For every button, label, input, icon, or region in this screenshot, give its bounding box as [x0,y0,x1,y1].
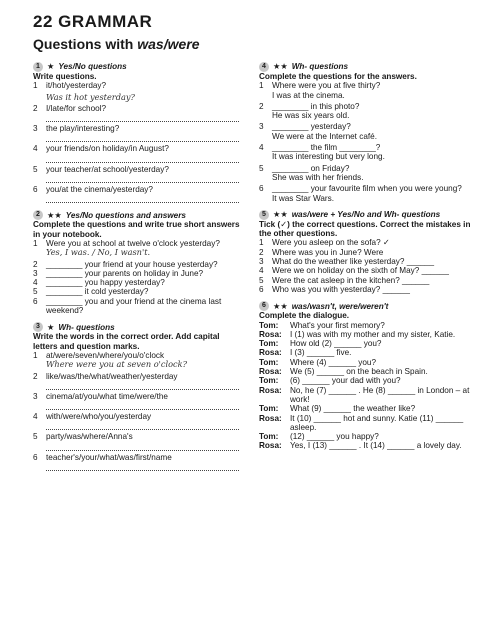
dialogue-line [259,414,477,433]
item-text: your teacher/at school/yesterday? [46,164,169,174]
exercise-title: Yes/No questions and answers [65,210,186,220]
list-item [33,392,245,401]
item-text: Were you asleep on the sofa? ✓ [272,238,390,248]
difficulty-stars: ★★ [273,62,288,72]
item-number: 2 [259,101,264,111]
line-text: (6) ______ your dad with you? [290,376,401,386]
line-text: I (1) was with my mother and my sister, Katie. [290,329,456,339]
exercise-3-heading [33,322,245,332]
difficulty-stars: ★★ [273,210,288,220]
exercise-number-badge: 6 [259,301,269,311]
item-text: What do the weather like yesterday? ______ [272,257,435,267]
dialogue-line [259,367,477,376]
list-item [259,276,477,285]
dialogue-line [259,432,477,441]
dialogue-line [259,441,477,450]
list-item [33,432,245,441]
list-item [259,238,477,247]
dialogue-line [259,358,477,367]
item-text: cinema/at/you/what time/were/the [46,391,168,401]
speaker: Rosa: [259,367,282,377]
item-number: 2 [259,247,264,257]
page-title [33,36,200,52]
difficulty-stars: ★★ [273,301,288,311]
exercise-6 [259,301,477,450]
exercise-4-heading [259,62,477,72]
item-number: 6 [259,284,264,294]
list-item [33,453,245,462]
list-item [33,165,245,174]
item-text: ________ your favourite film when you were young? [272,184,462,194]
exercise-title: Yes/No questions [58,62,127,72]
list-item [259,285,477,294]
item-number: 3 [33,391,38,401]
item-response: I was at the cinema. [272,90,345,100]
item-number: 3 [259,122,264,132]
answer-line[interactable] [46,133,239,142]
exercise-instruction: Complete the questions and write true short answers in your notebook. [33,220,240,239]
speaker: Tom: [259,404,279,414]
item-response: It was interesting but very long. [272,152,385,162]
speaker: Rosa: [259,348,282,358]
item-response: He was six years old. [272,111,350,121]
exercise-number-badge: 3 [33,322,43,332]
answer-line[interactable] [46,462,239,471]
list-item [33,287,245,296]
list-item [33,412,245,421]
list-item [33,185,245,194]
example-answer: Was it hot yesterday? [46,91,135,102]
line-text: (12) ______ you happy? [290,432,379,442]
list-item [33,269,245,278]
unit-heading [33,12,152,32]
exercise-instruction: Tick (✓) the correct questions. Correct the mistakes in the other questions. [259,219,471,239]
item-text: Where was you in June? Were [272,247,384,257]
item-text: the play/interesting? [46,124,120,134]
exercise-3 [33,322,245,471]
item-text: ________ the film ________? [272,143,381,153]
item-text: teacher's/your/what/was/first/name [46,452,172,462]
dialogue-line [259,386,477,405]
exercise-title: Wh- questions [291,62,349,72]
dialogue-line [259,321,477,330]
list-item [259,164,477,173]
left-column [33,62,245,478]
item-number: 1 [33,350,38,360]
dialogue-line [259,348,477,357]
item-text: your friends/on holiday/in August? [46,144,169,154]
item-number: 4 [259,143,264,153]
speaker: Tom: [259,357,279,367]
item-text: it/hot/yesterday? [46,81,107,91]
list-item [259,184,477,193]
item-number: 4 [33,144,38,154]
list-item [33,81,245,90]
line-text: Yes, I (13) ______ . It (14) ______ a lovely day. [290,441,462,451]
list-item [33,278,245,287]
answer-line[interactable] [46,194,239,203]
list-item [259,143,477,152]
exercise-number-badge: 4 [259,62,269,72]
exercise-instruction: Complete the dialogue. [259,311,350,321]
exercise-2-heading [33,210,245,220]
answer-line[interactable] [46,154,239,163]
dialogue-line [259,376,477,385]
item-number: 4 [259,266,264,276]
item-text: Who was you with yesterday? ______ [272,284,410,294]
exercise-title: was/wasn't, were/weren't [291,301,389,311]
item-number: 3 [259,257,264,267]
item-number: 4 [33,412,38,422]
item-text: you/at the cinema/yesterday? [46,185,153,195]
item-number: 6 [259,184,264,194]
page-title-italic: was/were [137,36,200,52]
exercise-instruction: Write the words in the correct order. Add capital letters and question marks. [33,332,220,351]
answer-line[interactable] [46,442,239,451]
item-response: She was with her friends. [272,172,364,182]
exercise-1 [33,62,245,203]
answer-line[interactable] [46,381,239,390]
difficulty-stars: ★ [47,62,55,72]
item-text: like/was/the/what/weather/yesterday [46,371,178,381]
list-item [33,372,245,381]
list-item [33,260,245,269]
list-item [33,297,245,316]
speaker: Rosa: [259,329,282,339]
exercise-title: Wh- questions [58,322,115,332]
speaker: Tom: [259,432,279,442]
item-text: ________ yesterday? [272,122,351,132]
unit-word: GRAMMAR [58,12,153,31]
exercise-2 [33,210,245,315]
right-column [259,62,477,458]
list-item [259,81,477,90]
list-item [259,248,477,257]
item-number: 6 [33,452,38,462]
exercise-1-heading [33,62,245,72]
item-text: ________ it cold yesterday? [46,287,149,297]
list-item [259,257,477,266]
item-number: 6 [33,185,38,195]
exercise-title: was/were + Yes/No and Wh- questions [291,210,441,220]
exercise-6-heading [259,301,477,311]
item-number: 5 [33,287,38,297]
line-text: What's your first memory? [290,320,385,330]
dialogue-line [259,339,477,348]
item-number: 1 [259,238,264,248]
difficulty-stars: ★ [47,322,55,332]
speaker: Rosa: [259,441,282,451]
exercise-5-heading [259,210,477,220]
line-text: We (5) ______ on the beach in Spain. [290,367,428,377]
line-text: No, he (7) ______ . He (8) ______ in London – at work! [290,385,470,404]
item-text: I/late/for school? [46,103,107,113]
answer-line[interactable] [46,113,239,122]
speaker: Rosa: [259,413,282,423]
item-text: Where were you at five thirty? [272,81,381,91]
item-number: 2 [33,103,38,113]
speaker: Tom: [259,376,279,386]
speaker: Tom: [259,320,279,330]
speaker: Rosa: [259,385,282,395]
item-text: with/were/who/you/yesterday [46,412,152,422]
list-item [33,104,245,113]
example-answer: Yes, I was. / No, I wasn't. [46,247,151,258]
item-text: ________ in this photo? [272,101,360,111]
item-number: 1 [33,81,38,91]
unit-number: 22 [33,12,53,31]
difficulty-stars: ★★ [47,210,62,220]
list-item [259,266,477,275]
item-number: 5 [259,275,264,285]
item-number: 4 [33,278,38,288]
line-text: I (3) ______ five. [290,348,352,358]
answer-line[interactable] [46,421,239,430]
item-number: 1 [259,81,264,91]
item-text: Were the cat asleep in the kitchen? ______ [272,275,430,285]
answer-line[interactable] [46,401,239,410]
list-item [33,124,245,133]
line-text: It (10) ______ hot and sunny. Katie (11) ______ asleep. [290,413,464,432]
item-text: party/was/where/Anna's [46,432,133,442]
item-response: It was Star Wars. [272,193,335,203]
item-number: 5 [33,432,38,442]
item-text: ________ your parents on holiday in June? [46,268,204,278]
item-text: at/were/seven/where/you/o'clock [46,350,165,360]
exercise-instruction: Write questions. [33,72,97,81]
answer-line[interactable] [46,174,239,183]
item-text: ________ your friend at your house yesterday? [46,259,218,269]
line-text: What (9) ______ the weather like? [290,404,416,414]
item-number: 5 [259,163,264,173]
page-title-plain: Questions with [33,36,134,52]
list-item [33,144,245,153]
dialogue-line [259,404,477,413]
item-number: 2 [33,371,38,381]
item-number: 1 [33,238,38,248]
line-text: How old (2) ______ you? [290,339,382,349]
item-text: Were we on holiday on the sixth of May? ______ [272,266,449,276]
exercise-number-badge: 5 [259,210,269,220]
item-text: ________ on Friday? [272,163,350,173]
item-number: 5 [33,164,38,174]
dialogue-line [259,330,477,339]
exercise-5 [259,210,477,294]
example-answer: Where were you at seven o'clock? [46,359,187,370]
item-number: 3 [33,268,38,278]
item-number: 3 [33,124,38,134]
item-number: 6 [33,296,38,306]
item-text: ________ you and your friend at the cinema last weekend? [46,296,222,316]
item-text: Were you at school at twelve o'clock yesterday? [46,238,220,248]
list-item [259,102,477,111]
item-response: We were at the Internet café. [272,131,377,141]
exercise-number-badge: 2 [33,210,43,220]
item-text: ________ you happy yesterday? [46,278,165,288]
exercise-4 [259,62,477,203]
list-item [259,122,477,131]
exercise-number-badge: 1 [33,62,43,72]
speaker: Tom: [259,339,279,349]
exercise-instruction: Complete the questions for the answers. [259,72,417,81]
line-text: Where (4) ______ you? [290,357,377,367]
item-number: 2 [33,259,38,269]
